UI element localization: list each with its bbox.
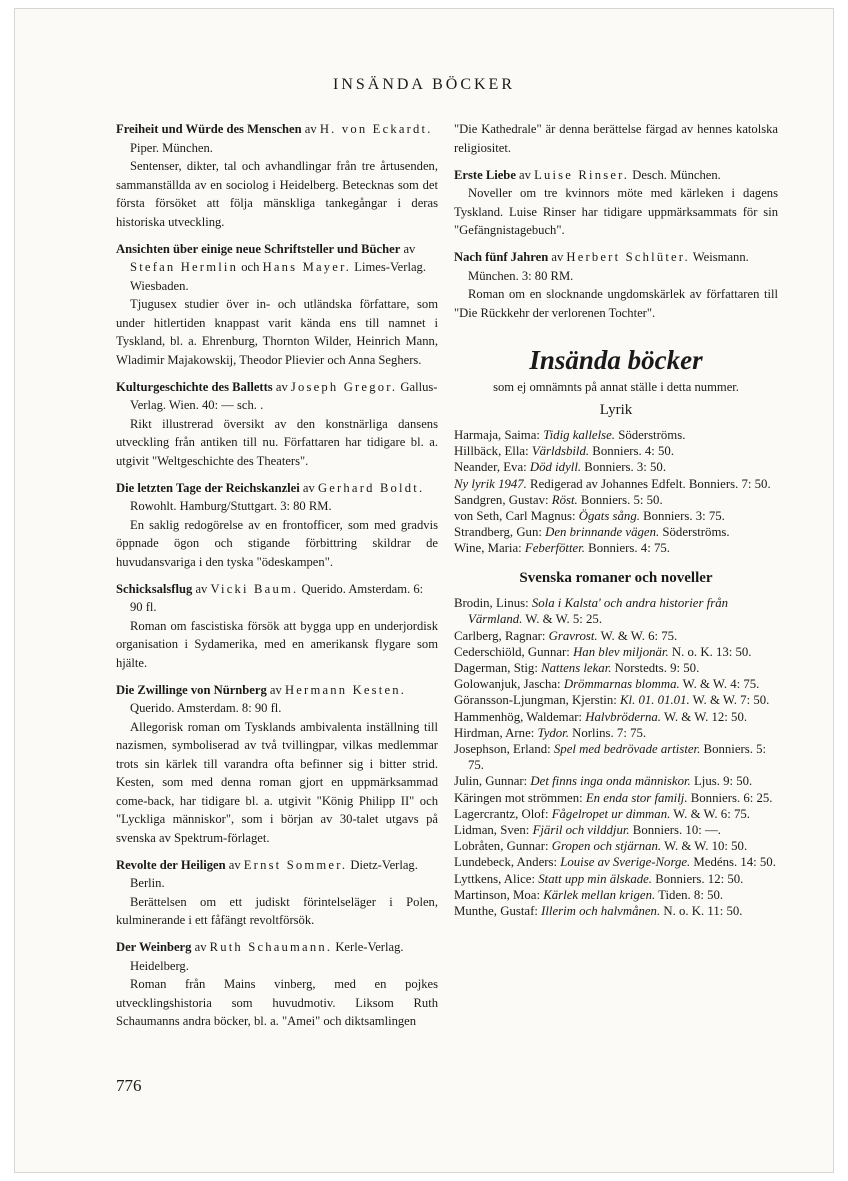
item-title: Sola i Kalsta' och andra historier från Värmland. xyxy=(468,596,728,627)
list-item xyxy=(454,476,778,492)
entry-description: Noveller om tre kvinnors möte med kärleken i dagens Tyskland. Luise Rinser har tidigare uppmärksammats för sin "Gefängnistagebuch". xyxy=(454,186,778,237)
entry-publisher: Rowohlt. Hamburg/Stuttgart. 3: 80 RM. xyxy=(130,499,332,513)
entry-publisher: Dietz-Verlag. Berlin. xyxy=(130,857,418,890)
item-title: Kärlek mellan krigen. xyxy=(543,887,656,902)
entry-header xyxy=(454,248,778,285)
item-title: Feberfötter. xyxy=(524,541,585,556)
list-item xyxy=(454,644,778,660)
list-item xyxy=(454,628,778,644)
section-subtitle: som ej omnämnts på annat ställe i detta nummer. xyxy=(493,380,739,394)
item-publisher-price: W. & W. 6: 75. xyxy=(670,806,750,821)
list-item xyxy=(454,887,778,903)
item-publisher-price: Redigerad av Johannes Edfelt. Bonniers. 7: 50. xyxy=(526,476,771,491)
item-author: Lobråten, Gunnar: xyxy=(454,839,552,854)
list-item xyxy=(454,459,778,475)
entry-title: Kulturgeschichte des Balletts xyxy=(116,379,273,394)
list-item xyxy=(454,741,778,773)
item-publisher-price: W. & W. 5: 25. xyxy=(522,612,603,627)
entry-by: av xyxy=(400,241,416,256)
item-author: Harmaja, Saima: xyxy=(454,428,544,442)
entry-title: Die Zwillinge von Nürnberg xyxy=(116,682,267,697)
category-list xyxy=(454,401,778,920)
list-item xyxy=(454,806,778,822)
item-title: Nattens lekar. xyxy=(541,660,612,675)
item-title: Gropen och stjärnan. xyxy=(551,839,662,854)
book-entry xyxy=(454,248,778,322)
item-publisher-price: W. & W. 6: 75. xyxy=(597,628,678,643)
list-item xyxy=(454,822,778,838)
entry-title: Revolte der Heiligen xyxy=(116,857,226,872)
entry-author: Ruth Schaumann. xyxy=(209,940,333,954)
entry-header xyxy=(116,479,438,516)
list-item xyxy=(454,838,778,854)
entry-by: av xyxy=(301,122,320,136)
list-item xyxy=(454,692,778,708)
item-publisher-price: Söderströms. xyxy=(659,525,730,540)
entry-header xyxy=(116,120,438,157)
item-publisher-price: Bonniers. 3: 75. xyxy=(639,509,725,524)
item-author: Käringen mot strömmen: xyxy=(454,790,586,805)
item-title: Han blev miljonär. xyxy=(573,644,669,659)
item-publisher-price: W. & W. 4: 75. xyxy=(679,677,760,692)
item-publisher-price: Bonniers. 5: 75. xyxy=(468,741,767,773)
entry-publisher: Desch. München. xyxy=(629,167,721,182)
book-entry xyxy=(116,378,438,471)
right-column xyxy=(454,120,778,919)
list-item xyxy=(454,595,778,627)
book-entry xyxy=(116,240,438,370)
entry-description: Sentenser, dikter, tal och avhandlingar från tre årtusenden, sammanställda av en sociolog i Heidelberg. Betecknas som det första försöket att följa mänskliga tankegångar i deras historiska utveckling. xyxy=(116,159,438,229)
item-author: Dagerman, Stig: xyxy=(454,660,542,675)
entry-header xyxy=(116,580,438,617)
entry-by: av xyxy=(548,250,567,264)
item-title: Fågelropet ur dimman. xyxy=(551,806,671,821)
item-title: Tidig kallelse. xyxy=(543,428,616,442)
item-publisher-price: W. & W. 10: 50. xyxy=(661,839,748,854)
entry-description: Roman om fascistiska försök att bygga upp en underjordisk organisation i Sydamerika, med en amerikansk flygare som hjälte. xyxy=(116,618,438,670)
item-title: Det finns inga onda människor. xyxy=(530,774,691,789)
item-author: Lagercrantz, Olof: xyxy=(454,806,552,821)
item-author: Lyttkens, Alice: xyxy=(454,871,539,886)
entry-by: av xyxy=(272,379,291,394)
item-publisher-price: N. o. K. 13: 50. xyxy=(668,644,752,659)
item-title: Död idyll. xyxy=(529,460,582,475)
entry-publisher: Weismann. München. 3: 80 RM. xyxy=(468,250,749,283)
item-title: Världsbild. xyxy=(531,444,590,459)
entry-description: Tjugusex studier över in- och utländska författare, som under hitlertiden knappast varit kända ens till namnet i Tyskland, bl. a. Ehrenburg, Thornton Wilder, Heinrich Mann, Wladimir Majakowskij, Theodor Plievier och Anna Seghers. xyxy=(116,297,438,367)
item-publisher-price: W. & W. 7: 50. xyxy=(689,693,770,708)
item-author: Cederschiöld, Gunnar: xyxy=(454,644,574,659)
item-author: Lundebeck, Anders: xyxy=(454,855,561,870)
entry-author-2: Hans Mayer. xyxy=(262,260,352,274)
item-publisher-price: W. & W. 12: 50. xyxy=(661,709,748,724)
list-item xyxy=(454,427,778,443)
item-author: Hillbäck, Ella: xyxy=(454,444,532,459)
list-item xyxy=(454,725,778,741)
entry-by: av xyxy=(299,480,318,495)
entry-author: Ernst Sommer. xyxy=(243,857,348,872)
item-publisher-price: Bonniers. 10: —. xyxy=(629,822,721,837)
book-entry xyxy=(116,580,438,673)
item-title: Louise av Sverige-Norge. xyxy=(560,855,691,870)
item-author: Julin, Gunnar: xyxy=(454,774,531,789)
page-number: 776 xyxy=(116,1076,142,1095)
continuation-text: "Die Kathedrale" är denna berättelse färgad av hennes katolska religiositet. xyxy=(454,122,778,155)
item-author: Wine, Maria: xyxy=(454,541,525,556)
category-heading: Lyrik xyxy=(599,401,633,418)
entry-by: av xyxy=(191,940,210,954)
list-item xyxy=(454,903,778,919)
entry-description: Roman om en slocknande ungdomskärlek av författaren till "Die Rückkehr der verlorenen Tochter". xyxy=(454,287,778,320)
item-publisher-price: Bonniers. 4: 75. xyxy=(584,541,670,556)
book-entry xyxy=(454,166,778,240)
item-title: Röst. xyxy=(551,492,578,507)
item-publisher-price: Bonniers. 5: 50. xyxy=(577,492,663,507)
entry-publisher: Limes-Verlag. Wiesbaden. xyxy=(130,260,426,293)
item-author: Strandberg, Gun: xyxy=(454,525,546,540)
item-title: Statt upp min älskade. xyxy=(538,871,652,886)
list-item xyxy=(454,492,778,508)
entry-author: Gerhard Boldt. xyxy=(317,480,425,495)
item-author: Hammenhög, Waldemar: xyxy=(454,709,586,724)
entry-publisher: Querido. Amsterdam. 6: 90 fl. xyxy=(130,581,424,614)
item-title: Spel med bedrövade artister. xyxy=(553,741,701,756)
entry-description: Rikt illustrerad översikt av den konstnärliga dansens utveckling från antiken till nu. Författaren har tidigare bl. a. utgivit "Weltgeschichte des Theaters". xyxy=(116,416,438,468)
list-item xyxy=(454,709,778,725)
entry-header xyxy=(454,166,778,185)
running-head: INSÄNDA BÖCKER xyxy=(332,76,515,93)
entry-by: av xyxy=(515,167,535,182)
category-heading: Svenska romaner och noveller xyxy=(519,569,713,586)
item-author: Martinson, Moa: xyxy=(454,887,544,902)
entry-publisher: Piper. München. xyxy=(130,140,213,155)
entry-author: Luise Rinser. xyxy=(534,167,630,182)
book-entry xyxy=(116,479,438,572)
list-item xyxy=(454,524,778,540)
item-title: Fjäril och vilddjur. xyxy=(532,822,630,837)
entry-by: av xyxy=(192,581,211,596)
item-publisher-price: Tiden. 8: 50. xyxy=(655,887,724,902)
item-author: Brodin, Linus: xyxy=(454,596,532,611)
item-publisher-price: Norlins. 7: 75. xyxy=(568,725,647,740)
entry-header xyxy=(116,378,438,415)
book-entry xyxy=(116,938,438,1031)
entry-publisher: Querido. Amsterdam. 8: 90 fl. xyxy=(130,701,282,715)
left-column xyxy=(116,120,438,1039)
item-title: Ny lyrik 1947. xyxy=(454,476,527,491)
item-publisher-price: Bonniers. 6: 25. xyxy=(687,790,773,805)
item-title: Illerim och halvmånen. xyxy=(541,903,661,918)
entry-description: En saklig redogörelse av en frontofficer, som med gradvis öppnade ögon och stigande förbittring skildrar de huvudansvariga i den tyska "ödeskampen". xyxy=(116,517,438,569)
list-item xyxy=(454,871,778,887)
item-title: Gravrost. xyxy=(548,628,598,643)
entry-by-2: och xyxy=(238,260,263,274)
book-entry xyxy=(116,681,438,848)
entry-title: Der Weinberg xyxy=(116,940,192,954)
entry-author: Stefan Hermlin xyxy=(130,260,239,274)
item-publisher-price: Bonniers. 12: 50. xyxy=(652,871,744,886)
item-author: Lidman, Sven: xyxy=(454,822,533,837)
entry-publisher: Kerle-Verlag. Heidelberg. xyxy=(130,940,404,973)
entry-author: Hermann Kesten. xyxy=(284,682,407,697)
item-publisher-price: Bonniers. 4: 50. xyxy=(589,444,675,459)
section-title: Insända böcker xyxy=(529,345,703,375)
entry-continuation xyxy=(454,120,778,157)
item-publisher-price: N. o. K. 11: 50. xyxy=(660,903,743,918)
list-item xyxy=(454,508,778,524)
item-publisher-price: Norstedts. 9: 50. xyxy=(611,660,700,675)
list-item xyxy=(454,773,778,789)
book-entry xyxy=(116,856,438,930)
entry-header xyxy=(116,240,438,296)
item-publisher-price: Bonniers. 3: 50. xyxy=(581,460,667,475)
entry-title: Freiheit und Würde des Menschen xyxy=(116,122,302,136)
item-title: Halvbröderna. xyxy=(585,709,662,724)
entry-by: av xyxy=(225,857,244,872)
list-item xyxy=(454,790,778,806)
item-author: Munthe, Gustaf: xyxy=(454,903,542,918)
entry-header xyxy=(116,681,438,718)
entry-publisher: Gallus-Verlag. Wien. 40: — sch. . xyxy=(130,379,438,412)
item-author: Göransson-Ljungman, Kjerstin: xyxy=(454,693,620,708)
item-author: Neander, Eva: xyxy=(454,460,530,475)
item-author: Golowanjuk, Jascha: xyxy=(454,677,564,692)
entry-header xyxy=(116,938,438,975)
entry-description: Allegorisk roman om Tysklands ambivalenta inställning till nazismen, symboliserad av två tvillingpar, vilkas medlemmar trots sin kärlek till varandra ofta befinner sig i bitter strid. Kesten, som med denna roman gjort en uppmärksammad come-back, har tidigare bl. a. utgivit "König Philipp II" och "Lyckliga människor", som i början av 30-talet utgavs på svenska av Spektrum-förlaget. xyxy=(116,719,438,845)
entry-title: Erste Liebe xyxy=(454,167,516,182)
entry-author: Joseph Gregor. xyxy=(290,379,398,394)
entry-author: H. von Eckardt. xyxy=(319,122,433,136)
entry-title: Die letzten Tage der Reichskanzlei xyxy=(116,480,300,495)
entry-author: Herbert Schlüter. xyxy=(566,250,690,264)
item-author: von Seth, Carl Magnus: xyxy=(454,509,579,524)
list-item xyxy=(454,854,778,870)
item-title: En enda stor familj. xyxy=(585,790,688,805)
entry-description: Berättelsen om ett judiskt förintelseläger i Polen, kulminerande i ett fåfängt revoltförsök. xyxy=(116,894,438,927)
book-entry xyxy=(116,120,438,231)
entry-title: Nach fünf Jahren xyxy=(454,250,549,264)
item-publisher-price: Söderströms. xyxy=(615,428,686,442)
item-publisher-price: Ljus. 9: 50. xyxy=(690,774,753,789)
list-item xyxy=(454,660,778,676)
item-author: Sandgren, Gustav: xyxy=(454,492,552,507)
list-item xyxy=(454,540,778,556)
list-item xyxy=(454,676,778,692)
entry-title: Ansichten über einige neue Schriftsteller und Bücher xyxy=(116,241,401,256)
item-title: Drömmarnas blomma. xyxy=(563,677,680,692)
item-author: Josephson, Erland: xyxy=(454,741,554,756)
item-author: Carlberg, Ragnar: xyxy=(454,628,549,643)
list-item xyxy=(454,443,778,459)
entry-author: Vicki Baum. xyxy=(210,581,299,596)
entry-description: Roman från Mains vinberg, med en pojkes utvecklingshistoria som huvudmotiv. Liksom Ruth Schaumanns andra böcker, bl. a. "Amei" och diktsamlingen xyxy=(116,977,438,1028)
entry-header xyxy=(116,856,438,893)
entry-title: Schicksalsflug xyxy=(116,581,193,596)
item-publisher-price: Medéns. 14: 50. xyxy=(690,855,776,870)
item-title: Den brinnande vägen. xyxy=(545,525,660,540)
item-title: Tydor. xyxy=(537,725,569,740)
item-title: Ögats sång. xyxy=(578,509,640,524)
entry-by: av xyxy=(266,682,285,697)
item-author: Hirdman, Arne: xyxy=(454,725,538,740)
item-title: Kl. 01. 01.01. xyxy=(619,693,690,708)
